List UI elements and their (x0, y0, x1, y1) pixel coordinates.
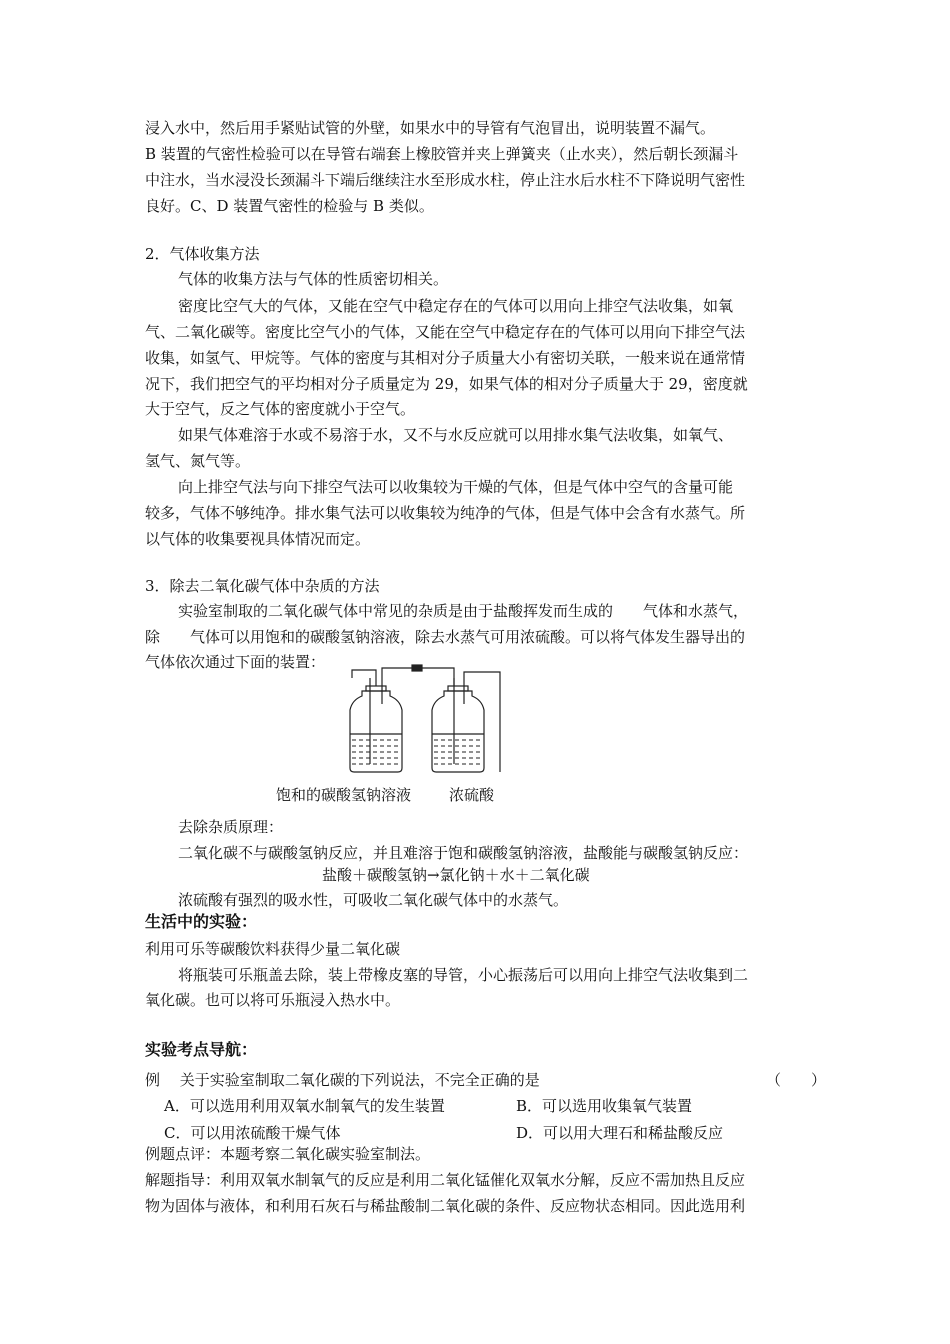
tube-joint (412, 665, 422, 671)
paragraph-line: 二氧化碳不与碳酸氢钠反应，并且难溶于饱和碳酸氢钠溶液，盐酸能与碳酸氢钠反应： (178, 844, 749, 862)
paragraph-line: 利用可乐等碳酸饮料获得少量二氧化碳 (145, 940, 401, 958)
bottle-right (432, 678, 484, 772)
option-a: A．可以选用利用双氧水制氧气的发生装置 (164, 1097, 445, 1115)
paragraph-line: 浸入水中，然后用手紧贴试管的外壁，如果水中的导管有气泡冒出，说明装置不漏气。 (145, 119, 716, 137)
paragraph-line: 如果气体难溶于水或不易溶于水，又不与水反应就可以用排水集气法收集，如氧气、 (178, 426, 734, 444)
reaction-equation: 盐酸＋碳酸氢钠→氯化钠＋水＋二氧化碳 (322, 866, 590, 884)
option-d: D．可以用大理石和稀盐酸反应 (516, 1124, 724, 1142)
paragraph-line: 浓硫酸有强烈的吸水性，可吸收二氧化碳气体中的水蒸气。 (178, 891, 569, 909)
section-title-gas-collection: 2．气体收集方法 (145, 245, 260, 263)
example-comment: 例题点评：本题考察二氧化碳实验室制法。 (145, 1145, 431, 1163)
paragraph-line: 中注水，当水浸没长颈漏斗下端后继续注水至形成水柱，停止注水后水柱不下降说明气密性 (145, 171, 746, 189)
paragraph-line: 气体的收集方法与气体的性质密切相关。 (178, 270, 449, 288)
paragraph-line: 良好。C、D 装置气密性的检验与 B 类似。 (145, 197, 434, 215)
paragraph-line: 况下，我们把空气的平均相对分子质量定为 29，如果气体的相对分子质量大于 29，密度就 (145, 375, 748, 393)
paragraph-line: 实验室制取的二氧化碳气体中常见的杂质是由于盐酸挥发而生成的 气体和水蒸气， (178, 602, 749, 620)
bottle-left (350, 678, 402, 772)
paragraph-line: 氢气、氮气等。 (145, 452, 251, 470)
figure-caption-sodium-bicarbonate: 饱和的碳酸氢钠溶液 (276, 786, 412, 804)
example-question: 例 关于实验室制取二氧化碳的下列说法，不完全正确的是 (145, 1071, 540, 1089)
outlet-tube (464, 672, 500, 772)
paragraph-line: 解题指导：利用双氧水制氧气的反应是利用二氧化锰催化双氧水分解，反应不需加热且反应 (145, 1171, 746, 1189)
answer-blank: （ ） (766, 1071, 827, 1089)
paragraph-line: 去除杂质原理： (178, 818, 284, 836)
paragraph-line: 收集，如氢气、甲烷等。气体的密度与其相对分子质量大小有密切关联，一般来说在通常情 (145, 349, 746, 367)
paragraph-line: 气体依次通过下面的装置： (145, 653, 326, 671)
paragraph-line: 密度比空气大的气体，又能在空气中稳定存在的气体可以用向上排空气法收集，如氧 (178, 297, 734, 315)
section-title-co2-impurity: 3．除去二氧化碳气体中杂质的方法 (145, 577, 380, 595)
section-heading-life-experiment: 生活中的实验： (145, 912, 258, 931)
paragraph-line: 氧化碳。也可以将可乐瓶浸入热水中。 (145, 991, 401, 1009)
paragraph-line: 气、二氧化碳等。密度比空气小的气体，又能在空气中稳定存在的气体可以用向下排空气法 (145, 323, 746, 341)
paragraph-line: 除 气体可以用饱和的碳酸氢钠溶液，除去水蒸气可用浓硫酸。可以将气体发生器导出的 (145, 628, 746, 646)
paragraph-line: 较多，气体不够纯净。排水集气法可以收集较为纯净的气体，但是气体中会含有水蒸气。所 (145, 504, 746, 522)
section-heading-exam-guide: 实验考点导航： (145, 1040, 258, 1059)
option-b: B．可以选用收集氧气装置 (516, 1097, 693, 1115)
paragraph-line: 大于空气，反之气体的密度就小于空气。 (145, 400, 416, 418)
paragraph-line: 将瓶装可乐瓶盖去除，装上带橡皮塞的导管，小心振荡后可以用向上排空气法收集到二 (178, 966, 749, 984)
paragraph-line: 物为固体与液体，和利用石灰石与稀盐酸制二氧化碳的条件、反应物状态相同。因此选用利 (145, 1197, 746, 1215)
gas-washing-apparatus-figure (330, 664, 510, 776)
figure-caption-sulfuric-acid: 浓硫酸 (449, 786, 495, 804)
option-c: C．可以用浓硫酸干燥气体 (164, 1124, 341, 1142)
paragraph-line: 以气体的收集要视具体情况而定。 (145, 530, 371, 548)
paragraph-line: B 装置的气密性检验可以在导管右端套上橡胶管并夹上弹簧夹（止水夹），然后朝长颈漏斗 (145, 145, 739, 163)
paragraph-line: 向上排空气法与向下排空气法可以收集较为干燥的气体，但是气体中空气的含量可能 (178, 478, 734, 496)
